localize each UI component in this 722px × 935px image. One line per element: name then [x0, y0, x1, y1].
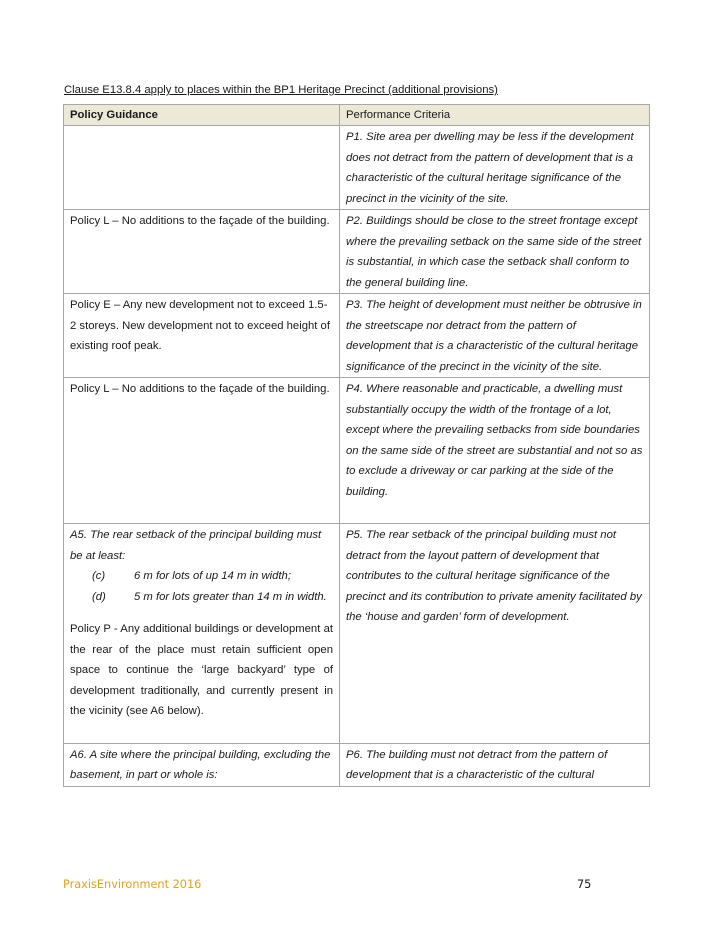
- a5-item-d: [70, 587, 333, 608]
- criteria-cell: P1. Site area per dwelling may be less if the development does not detract from the pattern of development that is a characteristic of the cultural heritage significance of the precinct in the vicinity of the site.: [340, 126, 650, 210]
- a5-item-label: (d): [92, 590, 106, 603]
- a5-item-text: 5 m for lots greater than 14 m in width.: [134, 590, 327, 603]
- page-number: 75: [577, 878, 592, 891]
- brand-environment: Environment: [96, 878, 170, 891]
- header-performance-criteria: Performance Criteria: [340, 105, 650, 126]
- policy-cell: Policy L – No additions to the façade of the building.: [64, 378, 340, 524]
- footer-brand: [63, 878, 201, 891]
- header-policy-guidance: Policy Guidance: [64, 105, 340, 126]
- table-caption: Clause E13.8.4 apply to places within the BP1 Heritage Precinct (additional provisions): [64, 84, 498, 96]
- policy-cell-a5: [64, 524, 340, 744]
- a5-item-text: 6 m for lots of up 14 m in width;: [134, 570, 291, 582]
- heritage-precinct-table: [63, 104, 650, 787]
- policy-cell: A6. A site where the principal building, excluding the basement, in part or whole is:: [64, 743, 340, 786]
- criteria-cell-wrap: [340, 378, 650, 524]
- table-row: [64, 524, 650, 744]
- a5-item-c: [70, 566, 333, 587]
- criteria-cell: P5. The rear setback of the principal building must not detract from the layout pattern of development that contributes to the cultural heritage significance of the precinct and its contribution to private amenity facilitated by the ‘house and garden’ form of development.: [340, 524, 650, 744]
- policy-cell: Policy E – Any new development not to exceed 1.5-2 storeys. New development not to exceed height of existing roof peak.: [64, 294, 340, 378]
- table-row: [64, 210, 650, 294]
- a5-intro: A5. The rear setback of the principal building must be at least:: [70, 529, 322, 562]
- criteria-cell: P4. Where reasonable and practicable, a dwelling must substantially occupy the width of the frontage of a lot, except where the prevailing setbacks from side boundaries on the same side of the street are substantial and not so as to exclude a driveway or car parking at the side of the building.: [346, 383, 643, 498]
- criteria-cell: P6. The building must not detract from the pattern of development that is a characteristic of the cultural: [340, 743, 650, 786]
- table-row: [64, 378, 650, 524]
- criteria-cell: P2. Buildings should be close to the street frontage except where the prevailing setback on the same side of the street is substantial, in which case the setback shall conform to the general building line.: [340, 210, 650, 294]
- policy-cell: [64, 126, 340, 210]
- footer-year: 2016: [172, 878, 202, 891]
- brand-praxis: Praxis: [63, 878, 97, 891]
- a5-item-label: (c): [92, 570, 106, 582]
- policy-cell: Policy L – No additions to the façade of the building.: [64, 210, 340, 294]
- table-header-row: [64, 105, 650, 126]
- table-row: [64, 126, 650, 210]
- table-row: [64, 294, 650, 378]
- criteria-cell: P3. The height of development must neither be obtrusive in the streetscape nor detract from the pattern of development that is a characteristic of the cultural heritage significance of the precinct in the vicinity of the site.: [340, 294, 650, 378]
- policy-p-text: Policy P - Any additional buildings or development at the rear of the place must retain sufficient open space to continue the ‘large backyard’ type of development traditionally, and currently present in the vicinity (see A6 below).: [70, 623, 333, 717]
- table-row: [64, 743, 650, 786]
